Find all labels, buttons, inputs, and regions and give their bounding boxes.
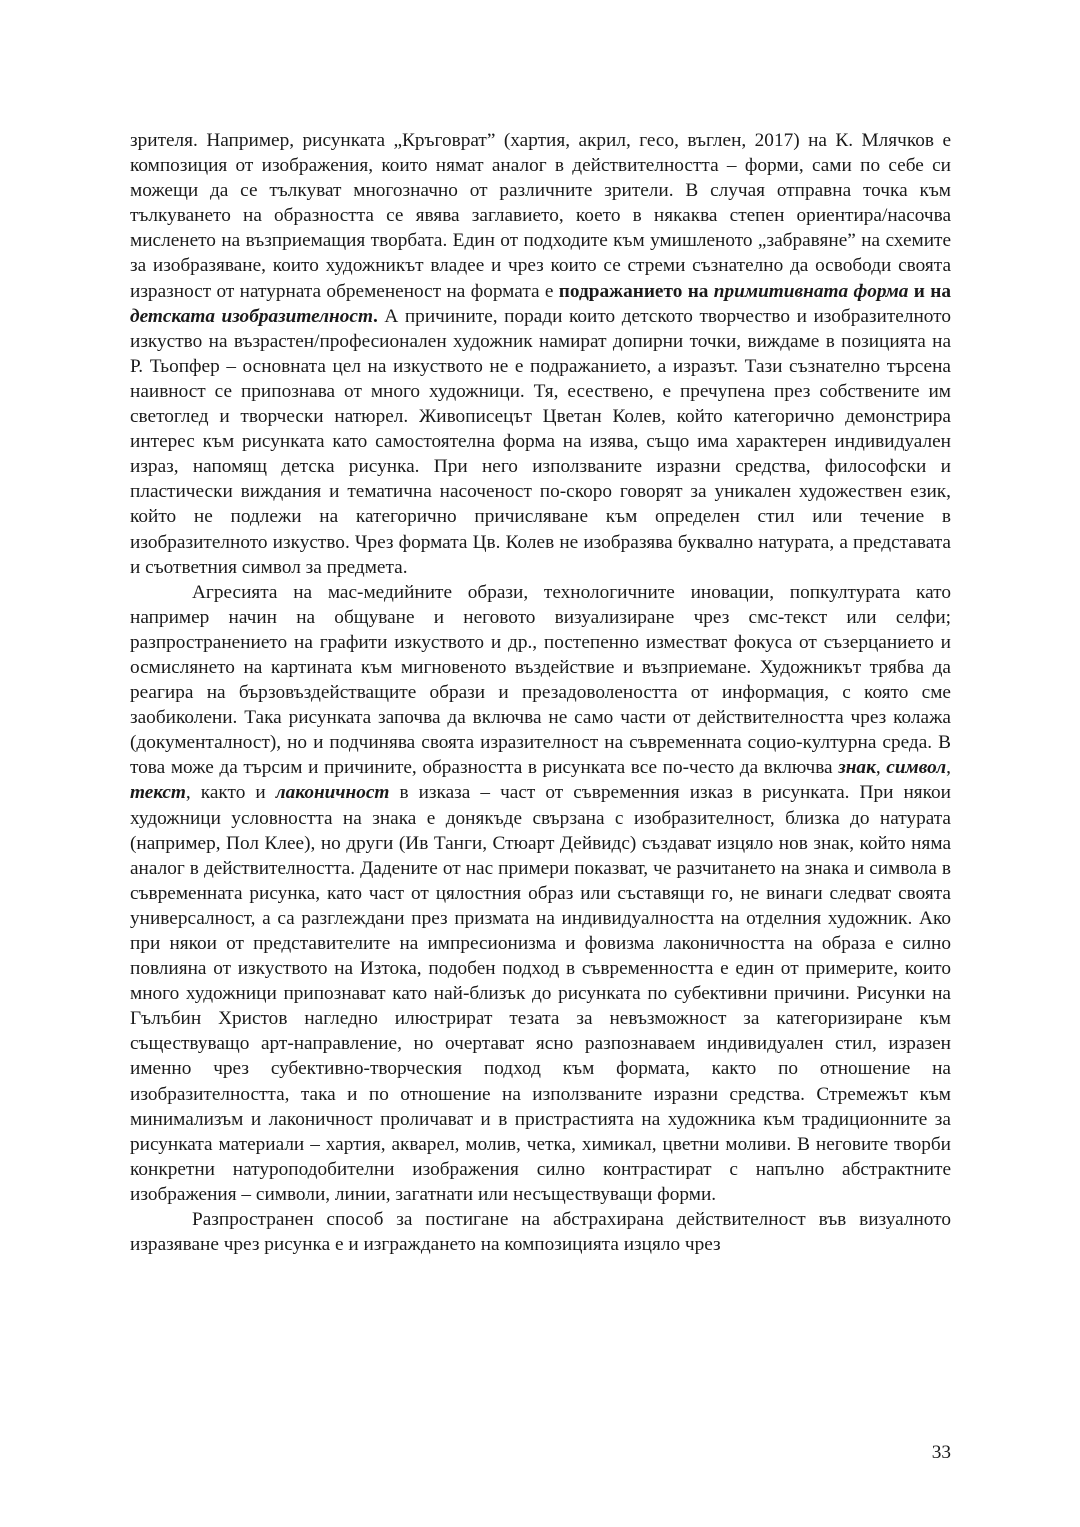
emphasis-primitive-form: примитивната форма	[713, 280, 909, 302]
paragraph-1	[130, 128, 951, 580]
term-text: текст	[130, 782, 186, 804]
body-text	[130, 128, 951, 1257]
term-laconicism: лаконичност	[275, 782, 390, 804]
term-sign: знак	[838, 757, 876, 779]
page-number: 33	[931, 1442, 951, 1463]
paragraph-3	[130, 1207, 951, 1257]
term-symbol: символ	[886, 757, 947, 779]
paragraph-2-text-c: в изказа – част от съвременния изказ в рисунката. При някои художници условността на знака е донякъде свързана с изобразителност, близка до натурата (например, Пол Клее), но други (Ив Танги, Стюарт Дейвидс) създават изцяло нов знак, който няма аналог в действителността. Дадените от нас примери показват, че разчитането на знака и символа в съвременната рисунка, като част от цялостния образ или съставящи го, не винаги следват своята универсалност, а са разглеждани през призмата на индивидуалността на отделния художник. Ако при някои от представителите на импресионизма и фовизма лаконичността на образа е силно повлияна от изкуството на Изтока, подобен подход в съвременността е един от примерите, които много художници припознават като най-близък до рисунката по субективни причини. Рисунки на Гълъбин Христов нагледно илюстрират тезата за невъзможност за категоризиране към съществуващо арт-направление, но очертават ясно разпознаваем индивидуален стил, изразен именно чрез субективно-творческия подход към формата, както по отношение на изобразителността, така и по отношение на използваните изразни средства. Стремежът към минимализъм и лаконичност проличават и в пристрастията на художника към традиционните за рисунката материали – хартия, акварел, молив, четка, химикал, цветни моливи. В неговите творби конкретни натуроподобителни изображения силно контрастират с напълно абстрактните изображения – символи, линии, загатнати или несъществуващи форми.	[130, 782, 951, 1205]
paragraph-2-text-b: , както и	[185, 782, 276, 804]
paragraph-2	[130, 580, 951, 1207]
emphasis-childrens-imagery: детската изобразителност	[130, 305, 373, 327]
paragraph-3-text-a: Разпространен способ за постигане на абстрахирана действителност във визуалното изразяване чрез рисунка е и изграждането на композицията изцяло чрез	[130, 1209, 951, 1256]
separator: ,	[946, 757, 951, 779]
paragraph-1-text-b: А причините, поради които детското творчество и изобразителното изкуство на възрастен/професионален художник намират допирни точки, виждаме в позицията на Р. Тьопфер – основната цел на изкуството не е подражанието, а изразът. Тази съзнателно търсена наивност се припознава от много художници. Тя, есествено, е пречупена през собствените им светоглед и творчески натюрел. Живописецът Цветан Колев, който категорично демонстрира интерес към рисунката като самостоятелна форма на изява, също има характерен индивидуален израз, напомящ детска рисунка. При него използваните изразни средства, философски и пластически виждания и тематична насоченост по-скоро говорят за уникален художествен език, който не подлежи на категорично причисляване към определен стил или течение в изобразителното изкуство. Чрез формата Цв. Колев не изобразява буквално натурата, а представата и съответния символ за предмета.	[130, 305, 951, 578]
paragraph-1-text-a: зрителя. Например, рисунката „Кръговрат” (хартия, акрил, гесо, въглен, 2017) на К. Млячков е композиция от изображения, които нямат аналог в действителността – форми, сами по себе си можещи да се тълкуват многозначно от различните зрители. В случая отправна точка към тълкуването на образността се явява заглавието, което в някаква степен ориентира/насочва мисленето на възприемащия творбата. Един от подходите към умишленото „забравяне” на схемите за изобразяване, които художникът владее и чрез които се стреми съзнателно да освободи своята изразност от натурната обремененост на формата е	[130, 130, 951, 302]
emphasis-imitation-lead: подражанието на	[558, 280, 714, 302]
paragraph-2-text-a: Агресията на мас-медийните образи, технологичните иновации, попкултурата като например начин на общуване и неговото визуализиране чрез смс-текст или селфи; разпространението на графити изкуството и др., постепенно изместват фокуса от съзерцанието и осмислянето на картината към мигновеното въздействие и възприемане. Художникът трябва да реагира на бързовъздействащите образи и презадоволеността от информация, с която сме заобиколени. Така рисунката започва да включва не само части от действителността чрез колажа (документалност), но и подчинява своята изразителност на съвременната социо-културна среда. В това може да търсим и причините, образността в рисунката все по-често да включва	[130, 581, 951, 779]
separator: ,	[875, 757, 887, 779]
emphasis-and: и на	[908, 280, 951, 302]
emphasis-period: .	[372, 305, 378, 327]
